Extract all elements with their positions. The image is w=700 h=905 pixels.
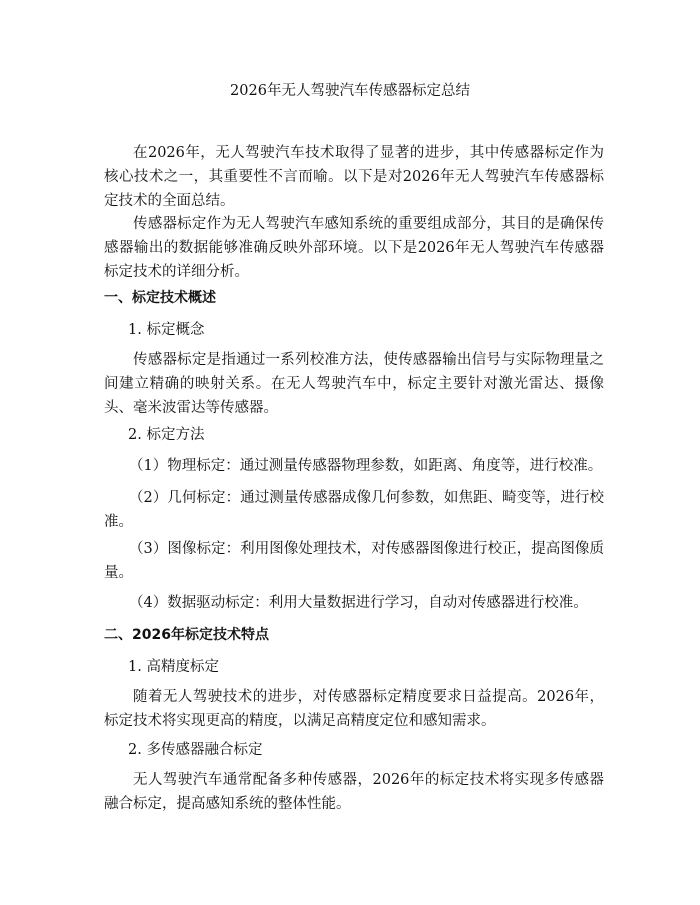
section-2-subheading-1: 1. 高精度标定 — [128, 659, 219, 675]
section-2-heading: 二、2026年标定技术特点 — [104, 627, 269, 643]
document-title: 2026年无人驾驶汽车传感器标定总结 — [230, 83, 470, 99]
section-1-paragraph-1: 传感器标定是指通过一系列校准方法，使传感器输出信号与实际物理量之间建立精确的映射关系。在无人驾驶汽车中，标定主要针对激光雷达、摄像头、毫米波雷达等传感器。 — [104, 352, 604, 416]
section-1-subheading-2: 2. 标定方法 — [128, 427, 205, 443]
method-item-4: （4）数据驱动标定：利用大量数据进行学习，自动对传感器进行校准。 — [129, 595, 588, 611]
intro-paragraph-1: 在2026年，无人驾驶汽车技术取得了显著的进步，其中传感器标定作为核心技术之一，其重要性不言而喻。以下是对2026年无人驾驶汽车传感器标定技术的全面总结。 — [104, 145, 604, 209]
section-1-heading: 一、标定技术概述 — [104, 290, 216, 306]
section-2-subheading-2: 2. 多传感器融合标定 — [128, 742, 263, 758]
section-2-paragraph-1: 随着无人驾驶技术的进步，对传感器标定精度要求日益提高。2026年，标定技术将实现更高的精度，以满足高精度定位和感知需求。 — [104, 689, 604, 729]
method-item-2: （2）几何标定：通过测量传感器成像几何参数，如焦距、畸变等，进行校准。 — [104, 490, 604, 530]
method-item-1: （1）物理标定：通过测量传感器物理参数，如距离、角度等，进行校准。 — [129, 458, 603, 474]
intro-paragraph-2: 传感器标定作为无人驾驶汽车感知系统的重要组成部分，其目的是确保传感器输出的数据能够准确反映外部环境。以下是2026年无人驾驶汽车传感器标定技术的详细分析。 — [104, 216, 604, 280]
section-2-paragraph-2: 无人驾驶汽车通常配备多种传感器，2026年的标定技术将实现多传感器融合标定，提高感知系统的整体性能。 — [104, 772, 604, 812]
section-1-subheading-1: 1. 标定概念 — [128, 322, 205, 338]
method-item-3: （3）图像标定：利用图像处理技术，对传感器图像进行校正，提高图像质量。 — [104, 541, 604, 581]
